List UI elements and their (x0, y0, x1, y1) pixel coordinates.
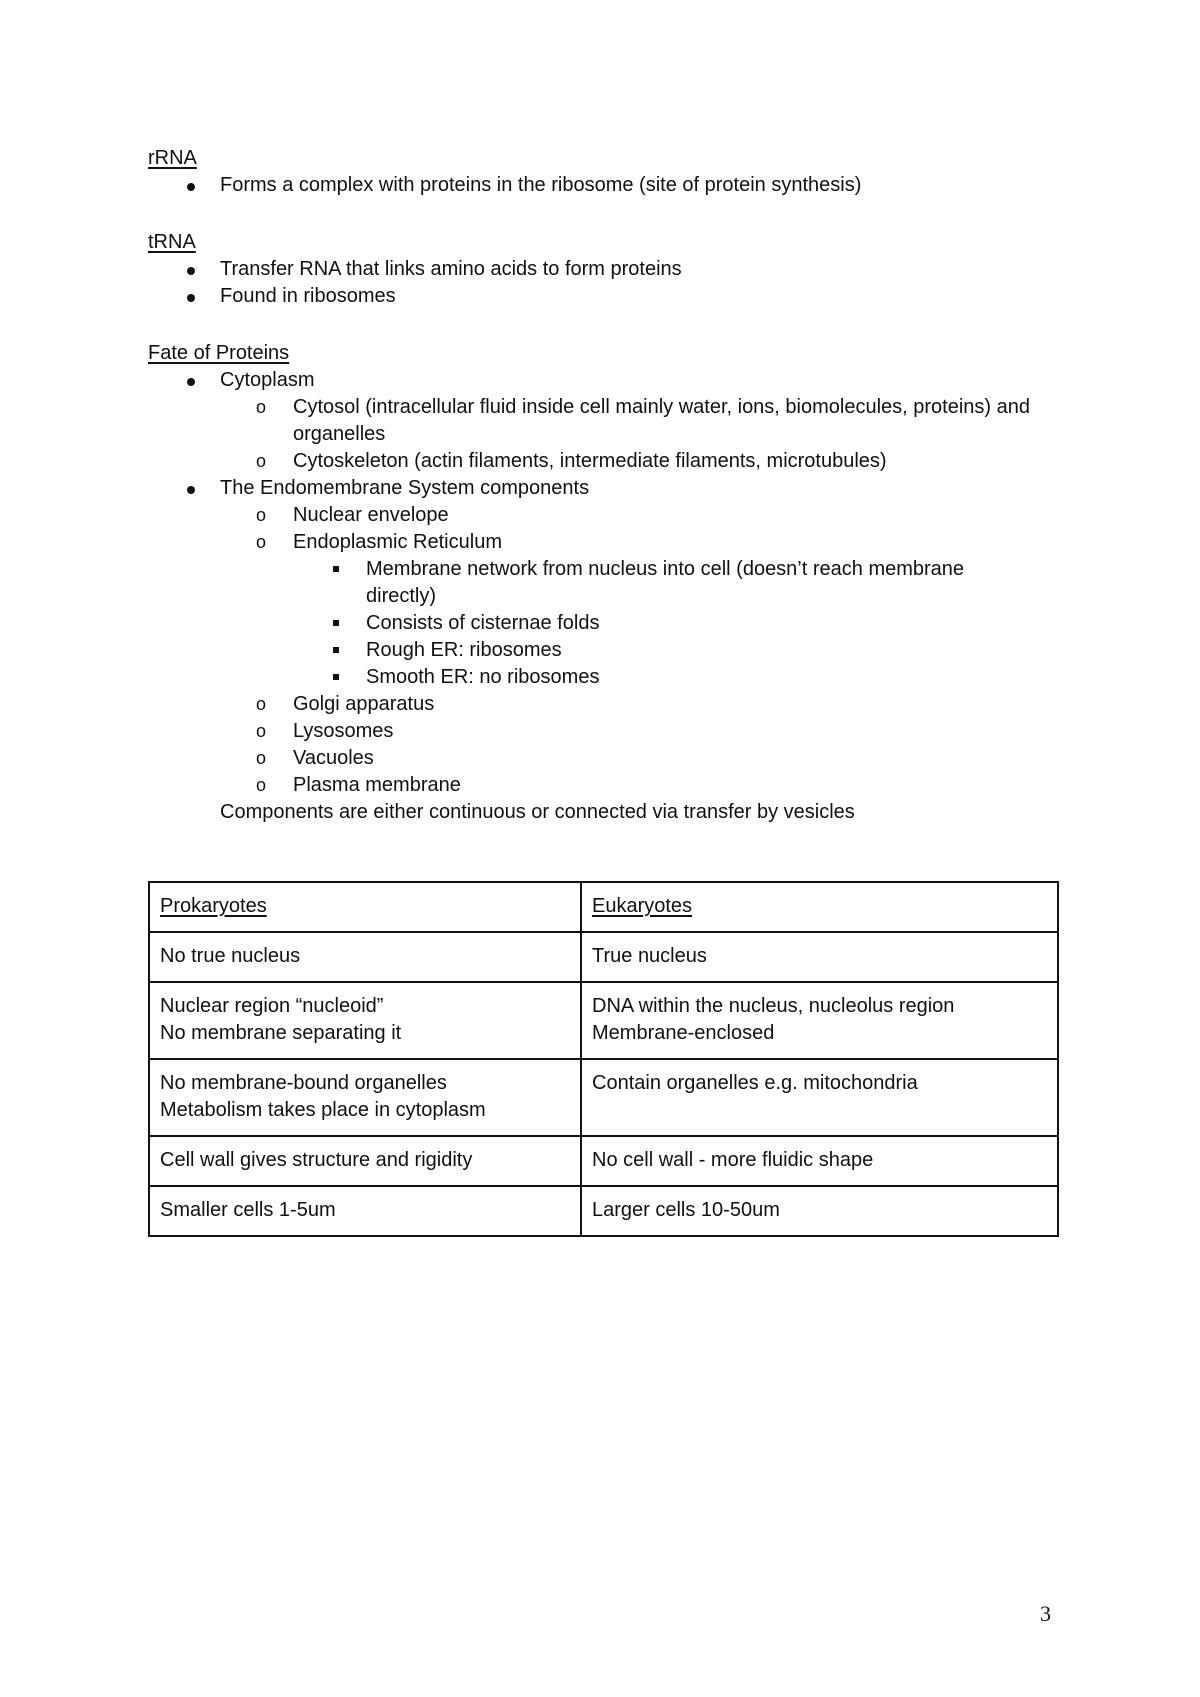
circle-bullet-icon: o (256, 532, 267, 552)
trna-item: Found in ribosomes (220, 285, 396, 307)
endomembrane-sub-item: Nuclear envelope (293, 504, 449, 526)
endomembrane-sub-item: Endoplasmic Reticulum (293, 531, 502, 553)
table-header-cell: Prokaryotes (149, 882, 581, 932)
bullet-icon (187, 267, 195, 275)
er-point-cont: directly) (366, 585, 437, 607)
cytoplasm-item: Cytoplasm (220, 369, 315, 391)
circle-bullet-icon: o (256, 397, 267, 417)
bullet-icon (187, 378, 195, 386)
circle-bullet-icon: o (256, 748, 267, 768)
table-cell: Contain organelles e.g. mitochondria (581, 1059, 1058, 1136)
table-header-row (149, 882, 1058, 932)
endomembrane-sub-item: Plasma membrane (293, 774, 461, 796)
er-point: Rough ER: ribosomes (366, 639, 562, 661)
endomembrane-item: The Endomembrane System components (220, 477, 590, 499)
endomembrane-sub-item: Vacuoles (293, 747, 374, 769)
bullet-icon (187, 183, 195, 191)
table-cell: DNA within the nucleus, nucleolus region Membrane-enclosed (581, 982, 1058, 1059)
cytoplasm-sub-item: Cytosol (intracellular fluid inside cell mainly water, ions, biomolecules, proteins) and (293, 396, 1031, 418)
circle-bullet-icon: o (256, 451, 267, 471)
bullet-icon (187, 486, 195, 494)
endomembrane-note: Components are either continuous or connected via transfer by vesicles (220, 801, 855, 823)
circle-bullet-icon: o (256, 775, 267, 795)
table-header-cell: Eukaryotes (581, 882, 1058, 932)
er-point: Consists of cisternae folds (366, 612, 600, 634)
bullet-icon (187, 294, 195, 302)
square-bullet-icon (333, 620, 339, 626)
table-cell: No cell wall - more fluidic shape (581, 1136, 1058, 1186)
circle-bullet-icon: o (256, 694, 267, 714)
table-row (149, 1059, 1058, 1136)
square-bullet-icon (333, 566, 339, 572)
trna-heading: tRNA (148, 231, 196, 253)
endomembrane-sub-item: Lysosomes (293, 720, 394, 742)
comparison-table (148, 881, 1059, 1237)
trna-item: Transfer RNA that links amino acids to form proteins (220, 258, 682, 280)
circle-bullet-icon: o (256, 721, 267, 741)
square-bullet-icon (333, 674, 339, 680)
endomembrane-sub-item: Golgi apparatus (293, 693, 435, 715)
circle-bullet-icon: o (256, 505, 267, 525)
table-cell: True nucleus (581, 932, 1058, 982)
table-cell: Cell wall gives structure and rigidity (149, 1136, 581, 1186)
cytoplasm-sub-item: Cytoskeleton (actin filaments, intermediate filaments, microtubules) (293, 450, 887, 472)
table-cell: Nuclear region “nucleoid” No membrane separating it (149, 982, 581, 1059)
table-cell: Larger cells 10-50um (581, 1186, 1058, 1236)
table-cell: No membrane-bound organelles Metabolism takes place in cytoplasm (149, 1059, 581, 1136)
table-row (149, 1136, 1058, 1186)
table-row (149, 932, 1058, 982)
table-row (149, 982, 1058, 1059)
cytoplasm-sub-item-cont: organelles (293, 423, 386, 445)
page-number: 3 (1040, 1601, 1051, 1626)
er-point: Membrane network from nucleus into cell (doesn’t reach membrane (366, 558, 965, 580)
table-cell: Smaller cells 1-5um (149, 1186, 581, 1236)
square-bullet-icon (333, 647, 339, 653)
table-cell: No true nucleus (149, 932, 581, 982)
rrna-item: Forms a complex with proteins in the ribosome (site of protein synthesis) (220, 174, 862, 196)
table-row (149, 1186, 1058, 1236)
er-point: Smooth ER: no ribosomes (366, 666, 600, 688)
rrna-heading: rRNA (148, 147, 197, 169)
fate-heading: Fate of Proteins (148, 342, 290, 364)
